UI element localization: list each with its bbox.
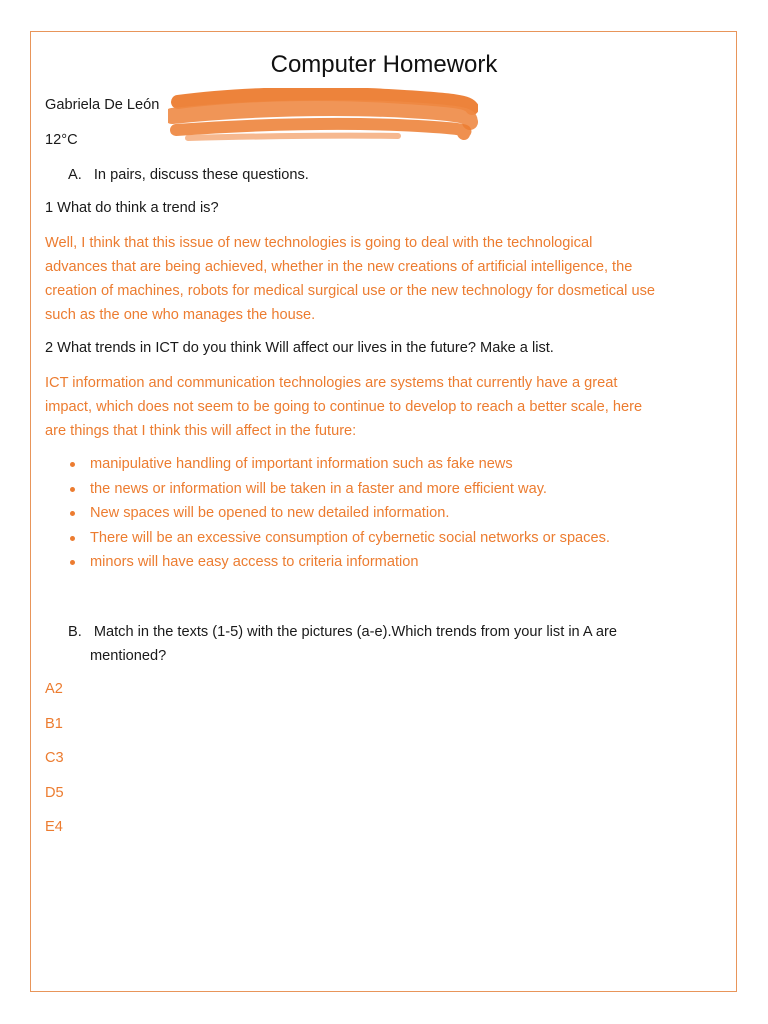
list-item: [68, 526, 610, 551]
section-b-heading: [68, 620, 617, 668]
section-b-title-line2: mentioned?: [90, 648, 167, 664]
question-2: 2 What trends in ICT do you think Will affect our lives in the future? Make a list.: [45, 340, 554, 356]
list-item-text: minors will have easy access to criteria information: [90, 554, 419, 570]
answer-2-line: impact, which does not seem to be going to continue to develop to reach a better scale, here: [45, 399, 643, 415]
student-name: Gabriela De León: [45, 97, 160, 113]
section-a-letter: A.: [68, 167, 82, 183]
redaction-scribble: [168, 88, 478, 150]
list-item: D5: [45, 784, 64, 801]
answer-1-line: such as the one who manages the house.: [45, 307, 316, 323]
answer-2: [45, 371, 735, 443]
list-item-text: New spaces will be opened to new detailed information.: [90, 505, 450, 521]
bullet-icon: [70, 536, 75, 541]
section-a-heading: [68, 163, 309, 187]
bullet-icon: [70, 462, 75, 467]
student-grade: 12°C: [45, 132, 78, 148]
bullet-icon: [70, 560, 75, 565]
list-item: [68, 477, 610, 502]
list-item-text: There will be an excessive consumption of cybernetic social networks or spaces.: [90, 529, 610, 546]
answer-1-line: creation of machines, robots for medical surgical use or the new technology for dosmetical use: [45, 283, 656, 299]
list-item: B1: [45, 715, 63, 732]
section-b-letter: B.: [68, 624, 82, 640]
question-1: 1 What do think a trend is?: [45, 200, 219, 216]
trend-list: [68, 452, 610, 575]
bullet-icon: [70, 511, 75, 516]
list-item-text: manipulative handling of important information such as fake news: [90, 456, 513, 472]
list-item: [68, 501, 610, 526]
list-item: [68, 452, 610, 477]
list-item-text: the news or information will be taken in a faster and more efficient way.: [90, 480, 547, 497]
answer-1-line: Well, I think that this issue of new technologies is going to deal with the technological: [45, 235, 593, 251]
list-item: E4: [45, 819, 63, 835]
answer-1: [45, 231, 735, 327]
match-answers: [45, 679, 64, 852]
answer-2-line: ICT information and communication technologies are systems that currently have a great: [45, 375, 618, 391]
answer-1-line: advances that are being achieved, whether in the new creations of artificial intelligence, the: [45, 259, 633, 275]
section-b-title-line1: Match in the texts (1-5) with the pictures (a-e).Which trends from your list in A are: [93, 624, 617, 640]
bullet-icon: [70, 487, 75, 492]
list-item: A2: [45, 681, 63, 697]
answer-2-line: are things that I think this will affect in the future:: [45, 423, 357, 439]
list-item: C3: [45, 750, 64, 766]
document-title: Computer Homework: [270, 51, 498, 78]
section-a-title: In pairs, discuss these questions.: [93, 167, 309, 183]
list-item: [68, 550, 610, 575]
